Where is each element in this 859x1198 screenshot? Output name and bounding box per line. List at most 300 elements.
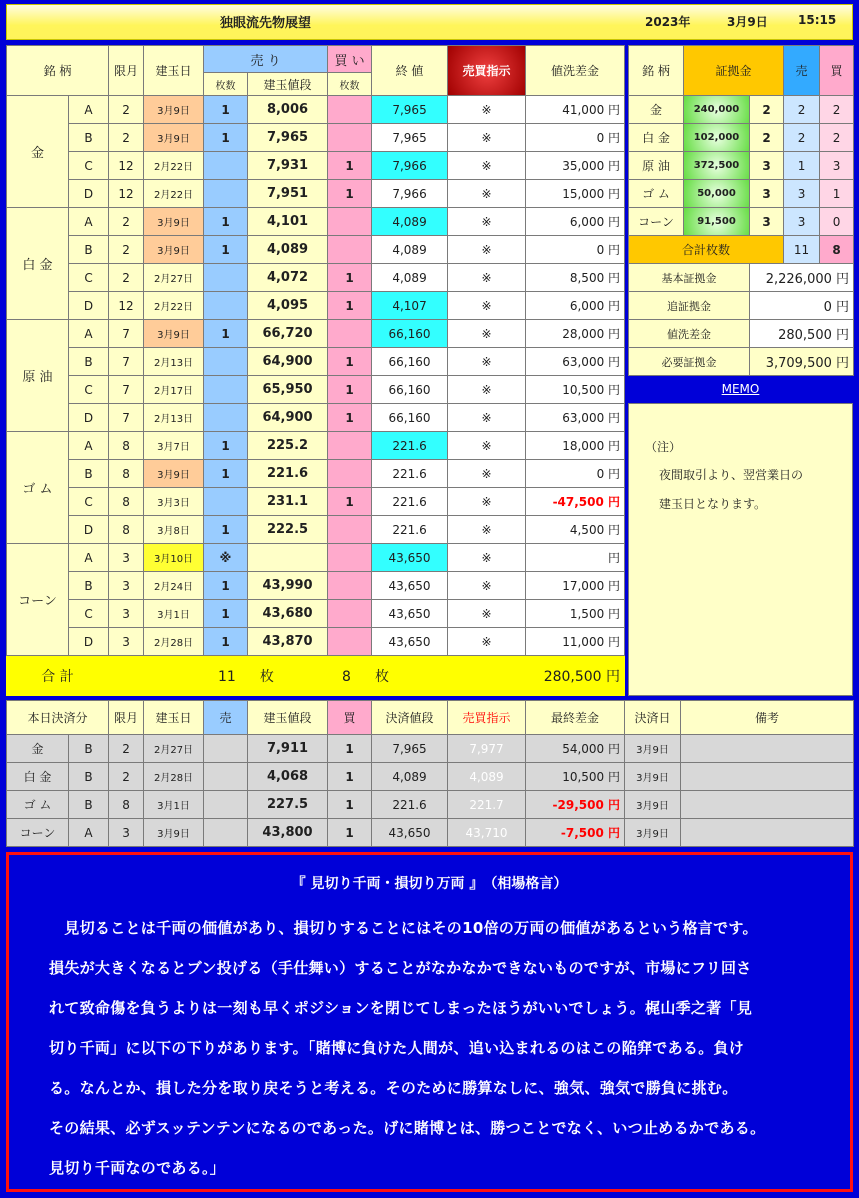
buy-count: 1 xyxy=(328,404,372,432)
margin-summary-row xyxy=(629,292,854,320)
margin-summary-value: 0 円 xyxy=(750,292,854,320)
entry-price: 64,900 xyxy=(248,348,328,376)
entry-date: 2月17日 xyxy=(144,376,204,404)
settle-month: 3 xyxy=(109,819,144,847)
commodity-name: 原 油 xyxy=(7,320,69,432)
margin-total-sell: 11 xyxy=(784,236,820,264)
sell-count xyxy=(204,152,248,180)
margin-count: 2 xyxy=(750,96,784,124)
margin-buy: 3 xyxy=(820,152,854,180)
proverb-line: る。なんとか、損した分を取り戻そうと考える。そのために勝算なしに、強気、強気で勝負に挑む。 xyxy=(49,1079,738,1097)
total-spacer2 xyxy=(448,656,526,696)
buy-count xyxy=(328,96,372,124)
margin-sell: 3 xyxy=(784,180,820,208)
settle-header-label: 本日決済分 xyxy=(7,701,109,735)
entry-price: 43,990 xyxy=(248,572,328,600)
settle-remark xyxy=(681,763,854,791)
memo-panel xyxy=(628,403,853,696)
entry-date: 2月22日 xyxy=(144,180,204,208)
signal-mark: ※ xyxy=(448,516,526,544)
margin-row xyxy=(629,208,854,236)
settle-commodity: コーン xyxy=(7,819,69,847)
page-title: 独眼流先物展望 xyxy=(220,16,312,31)
close-price: 4,107 xyxy=(372,292,448,320)
col-header-entry-date: 建玉日 xyxy=(144,46,204,96)
sell-count: 1 xyxy=(204,124,248,152)
settle-header-remarks: 備考 xyxy=(681,701,854,735)
buy-count: 1 xyxy=(328,180,372,208)
contract-code: A xyxy=(69,544,109,572)
entry-date: 2月28日 xyxy=(144,628,204,656)
entry-price: 4,089 xyxy=(248,236,328,264)
settle-price: 7,965 xyxy=(372,735,448,763)
close-price: 7,966 xyxy=(372,180,448,208)
contract-month: 2 xyxy=(109,96,144,124)
signal-mark: ※ xyxy=(448,628,526,656)
settle-code: A xyxy=(69,819,109,847)
entry-price: 7,965 xyxy=(248,124,328,152)
diff-value: 11,000 円 xyxy=(526,628,625,656)
buy-count: 1 xyxy=(328,264,372,292)
commodity-name: ゴ ム xyxy=(7,432,69,544)
position-row xyxy=(7,124,625,152)
signal-mark: ※ xyxy=(448,236,526,264)
settlement-row xyxy=(7,791,854,819)
signal-mark: ※ xyxy=(448,320,526,348)
contract-code: B xyxy=(69,124,109,152)
settle-commodity: 白 金 xyxy=(7,763,69,791)
entry-date: 2月27日 xyxy=(144,264,204,292)
contract-code: A xyxy=(69,432,109,460)
col-header-sell: 売 り xyxy=(204,46,328,73)
position-row xyxy=(7,628,625,656)
diff-value: 17,000 円 xyxy=(526,572,625,600)
settle-remark xyxy=(681,735,854,763)
contract-month: 2 xyxy=(109,264,144,292)
contract-month: 2 xyxy=(109,124,144,152)
entry-date: 3月9日 xyxy=(144,460,204,488)
close-price: 43,650 xyxy=(372,600,448,628)
entry-price: 43,870 xyxy=(248,628,328,656)
margin-amount: 50,000 xyxy=(684,180,750,208)
entry-date: 3月3日 xyxy=(144,488,204,516)
entry-date: 2月13日 xyxy=(144,404,204,432)
margin-sell: 2 xyxy=(784,96,820,124)
sell-count xyxy=(204,348,248,376)
margin-amount: 91,500 xyxy=(684,208,750,236)
settle-header-sell: 売 xyxy=(204,701,248,735)
memo-line: （注） xyxy=(645,440,682,454)
margin-amount: 240,000 xyxy=(684,96,750,124)
entry-price: 222.5 xyxy=(248,516,328,544)
diff-value: 6,000 円 xyxy=(526,208,625,236)
contract-month: 8 xyxy=(109,432,144,460)
margin-summary-row xyxy=(629,348,854,376)
close-price: 43,650 xyxy=(372,544,448,572)
entry-price: 66,720 xyxy=(248,320,328,348)
settle-signal: 221.7 xyxy=(448,791,526,819)
margin-commodity: ゴ ム xyxy=(629,180,684,208)
buy-count xyxy=(328,432,372,460)
proverb-panel xyxy=(6,852,853,1192)
settle-header-final: 最終差金 xyxy=(526,701,625,735)
entry-date: 3月9日 xyxy=(144,320,204,348)
entry-date: 3月7日 xyxy=(144,432,204,460)
contract-month: 3 xyxy=(109,544,144,572)
contract-code: B xyxy=(69,236,109,264)
settle-header-settle-price: 決済値段 xyxy=(372,701,448,735)
settle-buy: 1 xyxy=(328,819,372,847)
margin-buy: 0 xyxy=(820,208,854,236)
sell-count: 1 xyxy=(204,320,248,348)
settle-date: 3月9日 xyxy=(625,735,681,763)
settle-date: 3月9日 xyxy=(625,763,681,791)
proverb-title: 『 見切り千両・損切り万両 』 （相場格言） xyxy=(291,876,568,892)
col-header-signal: 売買指示 xyxy=(448,46,526,96)
buy-count xyxy=(328,628,372,656)
close-price: 66,160 xyxy=(372,376,448,404)
signal-mark: ※ xyxy=(448,152,526,180)
position-row xyxy=(7,488,625,516)
position-row xyxy=(7,96,625,124)
entry-price: 221.6 xyxy=(248,460,328,488)
position-row xyxy=(7,404,625,432)
diff-value: 10,500 円 xyxy=(526,376,625,404)
entry-date: 3月10日 xyxy=(144,544,204,572)
settle-signal: 4,089 xyxy=(448,763,526,791)
position-row xyxy=(7,432,625,460)
sell-count: 1 xyxy=(204,460,248,488)
contract-month: 7 xyxy=(109,320,144,348)
contract-month: 12 xyxy=(109,180,144,208)
margin-count: 3 xyxy=(750,208,784,236)
settle-remark xyxy=(681,791,854,819)
settlement-row xyxy=(7,819,854,847)
sell-count: 1 xyxy=(204,96,248,124)
col-header-month: 限月 xyxy=(109,46,144,96)
proverb-line: その結果、必ずスッテンテンになるのであった。げに賭博とは、勝つことでなく、いつ止めるかである。 xyxy=(49,1119,766,1137)
settle-sell xyxy=(204,763,248,791)
entry-price: 8,006 xyxy=(248,96,328,124)
contract-code: D xyxy=(69,292,109,320)
contract-month: 8 xyxy=(109,516,144,544)
diff-value: 18,000 円 xyxy=(526,432,625,460)
close-price: 43,650 xyxy=(372,572,448,600)
margin-summary-label: 追証拠金 xyxy=(629,292,750,320)
settle-remark xyxy=(681,819,854,847)
contract-month: 7 xyxy=(109,348,144,376)
close-price: 7,965 xyxy=(372,124,448,152)
signal-mark: ※ xyxy=(448,124,526,152)
position-row xyxy=(7,516,625,544)
settlement-table xyxy=(6,700,854,847)
position-row xyxy=(7,572,625,600)
buy-count xyxy=(328,544,372,572)
settle-price: 4,089 xyxy=(372,763,448,791)
contract-code: D xyxy=(69,516,109,544)
settle-entry-date: 2月27日 xyxy=(144,735,204,763)
settle-final: -7,500 円 xyxy=(526,819,625,847)
settle-final: -29,500 円 xyxy=(526,791,625,819)
close-price: 7,965 xyxy=(372,96,448,124)
signal-mark: ※ xyxy=(448,208,526,236)
contract-code: A xyxy=(69,208,109,236)
memo-link[interactable]: MEMO xyxy=(628,377,853,401)
col-header-name: 銘 柄 xyxy=(7,46,109,96)
margin-summary-row xyxy=(629,320,854,348)
contract-month: 3 xyxy=(109,600,144,628)
settle-final: 10,500 円 xyxy=(526,763,625,791)
proverb-line: 切り千両」に以下の下りがあります。「賭博に負けた人間が、追い込まれるのはこの陥穽である。負け xyxy=(49,1039,745,1057)
diff-value: 28,000 円 xyxy=(526,320,625,348)
total-row xyxy=(7,656,625,696)
margin-summary-label: 必要証拠金 xyxy=(629,348,750,376)
signal-mark: ※ xyxy=(448,376,526,404)
total-spacer xyxy=(109,656,204,696)
header-year: 2023年 xyxy=(645,15,691,29)
settle-entry-price: 7,911 xyxy=(248,735,328,763)
signal-mark: ※ xyxy=(448,180,526,208)
margin-total-buy: 8 xyxy=(820,236,854,264)
total-buy-unit: 枚 xyxy=(374,668,389,685)
settle-signal: 7,977 xyxy=(448,735,526,763)
diff-value: 4,500 円 xyxy=(526,516,625,544)
diff-value: 0 円 xyxy=(526,236,625,264)
close-price: 4,089 xyxy=(372,236,448,264)
diff-value: 円 xyxy=(526,544,625,572)
settle-month: 8 xyxy=(109,791,144,819)
position-row xyxy=(7,320,625,348)
position-row xyxy=(7,544,625,572)
margin-buy: 1 xyxy=(820,180,854,208)
sell-count xyxy=(204,264,248,292)
settle-month: 2 xyxy=(109,763,144,791)
sell-count xyxy=(204,404,248,432)
buy-count xyxy=(328,236,372,264)
entry-date: 2月22日 xyxy=(144,292,204,320)
settlement-row xyxy=(7,735,854,763)
memo-line: 建玉日となります。 xyxy=(659,497,767,511)
col-header-close: 終 値 xyxy=(372,46,448,96)
header-time: 15:15 xyxy=(798,13,837,27)
col-header-sell-count: 枚数 xyxy=(204,73,248,96)
position-row xyxy=(7,460,625,488)
settle-date: 3月9日 xyxy=(625,791,681,819)
total-buy-number: 8 xyxy=(342,668,351,685)
margin-amount: 372,500 xyxy=(684,152,750,180)
settle-header-entry-date: 建玉日 xyxy=(144,701,204,735)
buy-count xyxy=(328,600,372,628)
margin-table xyxy=(628,45,854,376)
signal-mark: ※ xyxy=(448,572,526,600)
entry-price xyxy=(248,544,328,572)
buy-count xyxy=(328,572,372,600)
sell-count: 1 xyxy=(204,208,248,236)
contract-code: A xyxy=(69,96,109,124)
margin-sell: 2 xyxy=(784,124,820,152)
col-header-buy: 買 い xyxy=(328,46,372,73)
settle-date: 3月9日 xyxy=(625,819,681,847)
settle-code: B xyxy=(69,735,109,763)
settle-code: B xyxy=(69,763,109,791)
margin-row xyxy=(629,96,854,124)
sell-count: 1 xyxy=(204,628,248,656)
settle-header-buy: 買 xyxy=(328,701,372,735)
sell-count: 1 xyxy=(204,600,248,628)
contract-month: 8 xyxy=(109,460,144,488)
sell-count xyxy=(204,180,248,208)
settle-sell xyxy=(204,791,248,819)
settle-header-date: 決済日 xyxy=(625,701,681,735)
settle-sell xyxy=(204,735,248,763)
margin-sell: 1 xyxy=(784,152,820,180)
settle-entry-date: 2月28日 xyxy=(144,763,204,791)
settle-entry-date: 3月1日 xyxy=(144,791,204,819)
margin-summary-value: 2,226,000 円 xyxy=(750,264,854,292)
sell-count: ※ xyxy=(204,544,248,572)
settle-commodity: 金 xyxy=(7,735,69,763)
sell-count: 1 xyxy=(204,572,248,600)
sell-count: 1 xyxy=(204,236,248,264)
margin-commodity: 白 金 xyxy=(629,124,684,152)
contract-month: 12 xyxy=(109,292,144,320)
margin-sell: 3 xyxy=(784,208,820,236)
entry-date: 3月9日 xyxy=(144,124,204,152)
entry-date: 3月1日 xyxy=(144,600,204,628)
sell-count: 1 xyxy=(204,516,248,544)
margin-buy: 2 xyxy=(820,124,854,152)
buy-count: 1 xyxy=(328,488,372,516)
margin-total-label: 合計枚数 xyxy=(629,236,784,264)
margin-commodity: 原 油 xyxy=(629,152,684,180)
entry-price: 4,095 xyxy=(248,292,328,320)
contract-code: C xyxy=(69,376,109,404)
total-buy-count xyxy=(328,656,448,696)
margin-row xyxy=(629,180,854,208)
contract-code: B xyxy=(69,572,109,600)
entry-date: 3月8日 xyxy=(144,516,204,544)
settle-buy: 1 xyxy=(328,763,372,791)
entry-price: 225.2 xyxy=(248,432,328,460)
position-row xyxy=(7,376,625,404)
settle-header-signal: 売買指示 xyxy=(448,701,526,735)
contract-month: 3 xyxy=(109,628,144,656)
diff-value: 35,000 円 xyxy=(526,152,625,180)
signal-mark: ※ xyxy=(448,404,526,432)
signal-mark: ※ xyxy=(448,96,526,124)
col-header-entry-price: 建玉値段 xyxy=(248,73,328,96)
diff-value: 1,500 円 xyxy=(526,600,625,628)
sell-count xyxy=(204,376,248,404)
diff-value: 8,500 円 xyxy=(526,264,625,292)
settle-header-month: 限月 xyxy=(109,701,144,735)
margin-header-buy: 買 xyxy=(820,46,854,96)
settle-entry-date: 3月9日 xyxy=(144,819,204,847)
position-row xyxy=(7,600,625,628)
margin-count: 3 xyxy=(750,180,784,208)
contract-month: 8 xyxy=(109,488,144,516)
buy-count xyxy=(328,208,372,236)
margin-summary-row xyxy=(629,264,854,292)
signal-mark: ※ xyxy=(448,488,526,516)
margin-buy: 2 xyxy=(820,96,854,124)
position-row xyxy=(7,264,625,292)
entry-date: 2月13日 xyxy=(144,348,204,376)
close-price: 4,089 xyxy=(372,208,448,236)
position-row xyxy=(7,292,625,320)
margin-row xyxy=(629,152,854,180)
proverb-line: 見切ることは千両の価値があり、損切りすることにはその10倍の万両の価値があるという格言です。 xyxy=(49,919,758,937)
close-price: 66,160 xyxy=(372,404,448,432)
signal-mark: ※ xyxy=(448,264,526,292)
buy-count: 1 xyxy=(328,348,372,376)
settle-code: B xyxy=(69,791,109,819)
col-header-diff: 値洗差金 xyxy=(526,46,625,96)
margin-count: 2 xyxy=(750,124,784,152)
entry-price: 7,931 xyxy=(248,152,328,180)
entry-date: 2月22日 xyxy=(144,152,204,180)
total-diff: 280,500 円 xyxy=(526,656,625,696)
diff-value: 0 円 xyxy=(526,460,625,488)
margin-summary-value: 280,500 円 xyxy=(750,320,854,348)
margin-header-name: 銘 柄 xyxy=(629,46,684,96)
signal-mark: ※ xyxy=(448,600,526,628)
margin-header-sell: 売 xyxy=(784,46,820,96)
contract-code: C xyxy=(69,152,109,180)
margin-commodity: 金 xyxy=(629,96,684,124)
commodity-name: コーン xyxy=(7,544,69,656)
total-sell-unit: 枚 xyxy=(259,668,274,685)
settle-final: 54,000 円 xyxy=(526,735,625,763)
settle-entry-price: 227.5 xyxy=(248,791,328,819)
position-row xyxy=(7,208,625,236)
diff-value: 63,000 円 xyxy=(526,348,625,376)
contract-month: 2 xyxy=(109,208,144,236)
contract-code: C xyxy=(69,600,109,628)
proverb-line: 見切り千両なのである。」 xyxy=(49,1159,226,1177)
position-row xyxy=(7,236,625,264)
total-label: 合 計 xyxy=(7,656,109,696)
buy-count: 1 xyxy=(328,152,372,180)
close-price: 7,966 xyxy=(372,152,448,180)
settle-header-entry-price: 建玉値段 xyxy=(248,701,328,735)
position-row xyxy=(7,348,625,376)
memo-line: 夜間取引より、翌営業日の xyxy=(659,468,804,482)
total-sell-number: 11 xyxy=(218,668,236,685)
contract-code: B xyxy=(69,348,109,376)
title-bar xyxy=(6,4,853,40)
entry-price: 7,951 xyxy=(248,180,328,208)
margin-header-margin: 証拠金 xyxy=(684,46,784,96)
diff-value: 15,000 円 xyxy=(526,180,625,208)
header-date: 3月9日 xyxy=(727,15,768,29)
sell-count xyxy=(204,292,248,320)
entry-date: 3月9日 xyxy=(144,96,204,124)
settle-commodity: ゴ ム xyxy=(7,791,69,819)
signal-mark: ※ xyxy=(448,432,526,460)
sell-count: 1 xyxy=(204,432,248,460)
margin-amount: 102,000 xyxy=(684,124,750,152)
buy-count xyxy=(328,124,372,152)
margin-summary-value: 3,709,500 円 xyxy=(750,348,854,376)
buy-count: 1 xyxy=(328,376,372,404)
close-price: 66,160 xyxy=(372,320,448,348)
contract-code: C xyxy=(69,488,109,516)
total-sell-count xyxy=(204,656,328,696)
close-price: 221.6 xyxy=(372,516,448,544)
entry-price: 231.1 xyxy=(248,488,328,516)
close-price: 66,160 xyxy=(372,348,448,376)
